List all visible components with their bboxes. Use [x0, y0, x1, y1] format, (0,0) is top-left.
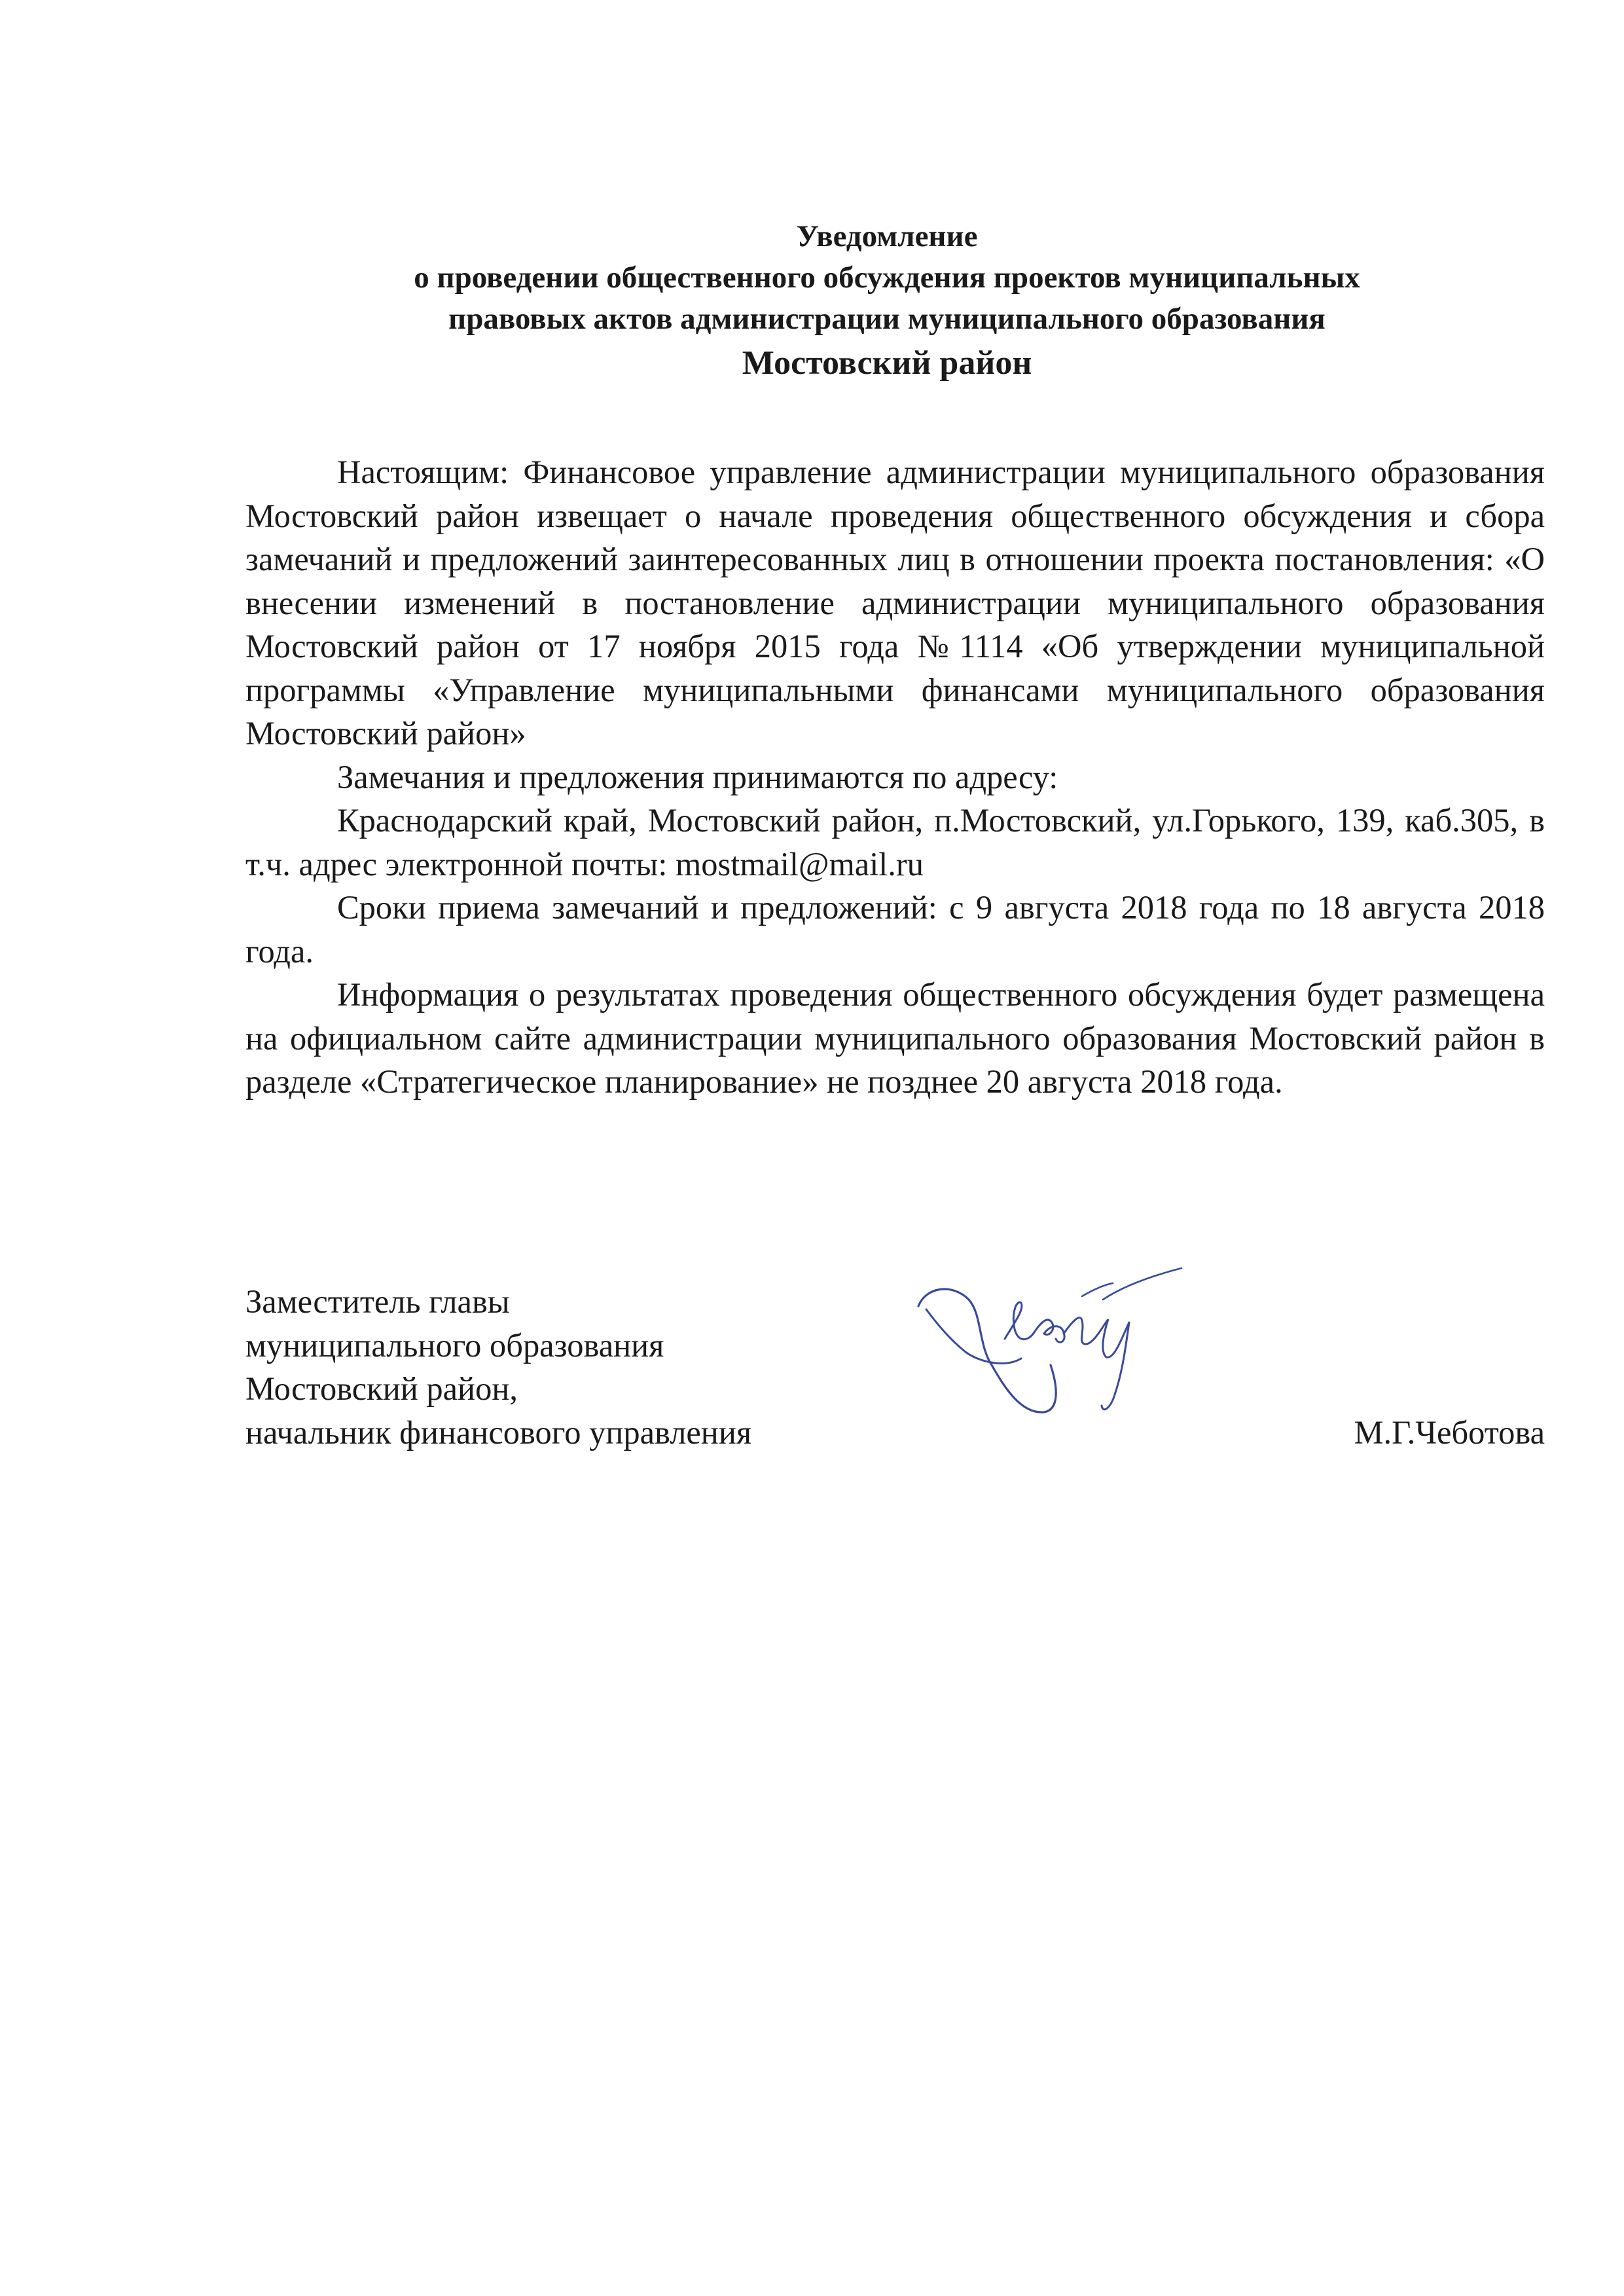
signer-position [245, 1280, 751, 1454]
document-subtitle-district: Мостовский район [742, 344, 1032, 382]
paragraph-address: Краснодарский край, Мостовский район, п.Мостовский, ул.Горького, 139, каб.305, в т.ч. адрес электронной почты: mostmail@mail.ru [245, 802, 1545, 883]
paragraph-results: Информация о результатах проведения общественного обсуждения будет размещена на официальном сайте администрации муниципального образования Мостовский район в разделе «Стратегическое планирование» не позднее 20 августа 2018 года. [245, 976, 1545, 1100]
handwritten-signature [907, 1260, 1195, 1437]
document-subtitle-line-1: о проведении общественного обсуждения проектов муниципальных [414, 261, 1360, 295]
signer-name: М.Г.Чеботова [1354, 1413, 1545, 1451]
signer-position-line: муниципального образования [245, 1326, 664, 1364]
signer-position-line: начальник финансового управления [245, 1413, 752, 1451]
document-subtitle-line-2: правовых актов администрации муниципального образования [448, 302, 1326, 336]
document-title: Уведомление [796, 219, 978, 253]
signer-position-line: Мостовский район, [245, 1370, 518, 1407]
document-header [236, 216, 1538, 387]
signature-block [245, 1280, 1545, 1489]
paragraph-deadline: Сроки приема замечаний и предложений: с 9 августа 2018 года по 18 августа 2018 года. [245, 889, 1545, 970]
paragraph-notice: Настоящим: Финансовое управление администрации муниципального образования Мостовский район извещает о начале проведения общественного обсуждения и сбора замечаний и предложений заинтересованных лиц в отношении проекта постановления: «О внесении изменений в постановление администрации муниципального образования Мостовский район от 17 ноября 2015 года №1114 «Об утверждении муниципальной программы «Управление муниципальными финансами муниципального образования Мостовский район» [245, 454, 1545, 752]
document-body [245, 450, 1545, 1104]
signer-position-line: Заместитель главы [245, 1283, 510, 1320]
paragraph-address-intro: Замечания и предложения принимаются по адресу: [337, 758, 1058, 795]
